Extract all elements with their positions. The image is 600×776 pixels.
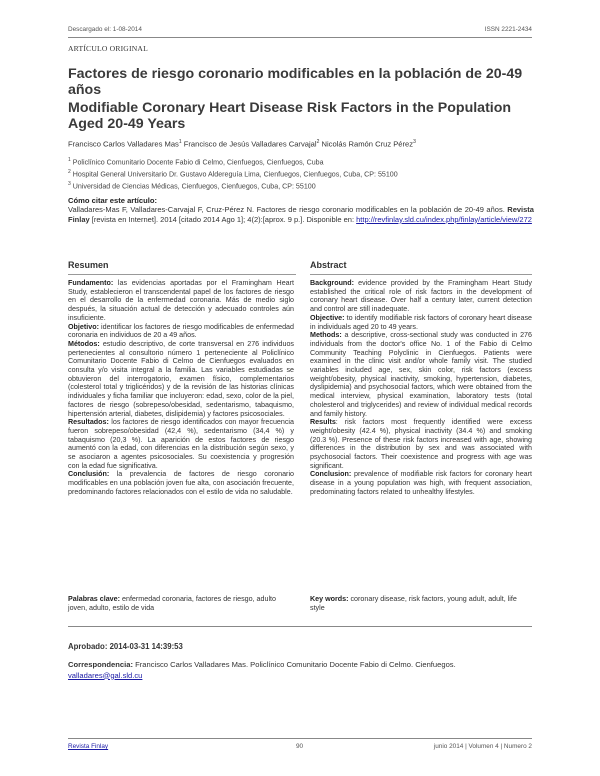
paragraph-label: Methods: [310,331,342,340]
paragraph-text: las evidencias aportadas por el Framingham Heart Study, establecieron el transcendental papel de los factores de riesgo en el desarrollo de la enfermedad coronaria. Más de medio siglo después, la situación actual de detección y adecuado controles aún insuficiente. [68,279,294,322]
abstract-paragraph [310,314,532,331]
abstract-keywords-text: coronary disease, risk factors, young adult, adult, life style [310,595,517,612]
abstract-body [310,279,532,497]
paragraph-label: Objetivo: [68,322,99,331]
issn: ISSN 2221-2434 [484,26,532,33]
author-affiliation-mark: 2 [316,139,320,145]
correspondence-email-link[interactable]: valladares@gal.sld.cu [68,670,143,680]
author-name: Nicolás Ramón Cruz Pérez [321,139,414,149]
affiliation-list [68,156,538,191]
citation-body: Valladares-Mas F, Valladares-Carvajal F, Cruz-Pérez N. Factores de riesgo coronario modificables en la población de 20-49 años. [68,205,505,214]
affiliation-line [68,156,538,168]
abstract-paragraph [310,279,532,314]
abstract-paragraph [310,331,532,418]
citation-heading: Cómo citar este artículo: [68,196,158,205]
paragraph-label: Conclusion: [310,470,352,479]
header-rule [68,37,532,38]
paragraph-text: to identify modifiable risk factors of coronary heart disease in individuals aged 20 to 49 years. [310,313,532,331]
paragraph-label: Results [310,418,336,427]
affiliation-text: Hospital General Universitario Dr. Gustavo Aldereguía Lima, Cienfuegos, Cienfuegos, Cuba, CP: 55100 [70,170,398,179]
correspondence-label: Correspondencia: [68,660,133,669]
paragraph-label: Métodos: [68,339,100,348]
paragraph-label: Objective: [310,313,345,322]
affiliation-mark: 3 [68,180,71,187]
title-spanish: Factores de riesgo coronario modificables en la población de 20-49 años [68,66,523,98]
abstract-keywords [310,595,532,612]
resumen-heading: Resumen [68,260,109,270]
affiliation-mark: 2 [68,168,71,175]
affiliation-line [68,180,538,192]
abstract-heading: Abstract [310,260,347,270]
abstract-paragraph [68,418,294,470]
resumen-rule [68,274,296,275]
paragraph-text: estudio descriptivo, de corte transversal en 276 individuos pertenecientes al consultorio número 1 perteneciente al Policlínico Comunitario Docente Fabio di Celmo de Cienfuegos evaluados en consulta y/o visita integral a la familia. Las variables estudiadas se obtuvieron del interrogatorio, examen físico, complementarios (colesterol total y triglicéridos) y de la revisión de las historias clínicas individuales y ficha familiar que incluyeron: edad, sexo, color de la piel, factores de riesgo (sobrepeso/obesidad, sedentarismo, tabaquismo, hipertensión arterial, diabetes, dislipidemia) y factores psicosociales. [68,339,294,418]
approved-rule [68,626,532,627]
author-name: Francisco Carlos Valladares Mas [68,139,179,149]
paragraph-label: Conclusión: [68,470,110,479]
download-date: Descargado el: 1-08-2014 [68,26,142,33]
author-affiliation-mark: 3 [413,139,416,145]
citation-text [68,205,534,225]
resumen-keywords-text: enfermedad coronaria, factores de riesgo, adulto joven, adulto, estilo de vida [68,595,277,612]
resumen-keywords-label: Palabras clave: [68,595,121,603]
abstract-rule [310,274,532,275]
paragraph-text: los factores de riesgo identificados con mayor frecuencia fueron sobrepeso/obesidad (42,4 %), sedentarismo (34,4 %) y tabaquismo (20,3 %). La aparición de estos factores de riesgo aumentó con la edad, con diferencias en la distribución según sexo, y se asociaron a agentes psicosociales. Su coexistencia y progresión con la edad fue significativa. [68,418,294,470]
correspondence [68,660,534,681]
approved-date: Aprobado: 2014-03-31 14:39:53 [68,642,183,651]
citation-journal: Revista Finlay [68,205,534,224]
article-type: ARTÍCULO ORIGINAL [68,44,148,53]
abstract-paragraph [310,470,532,496]
author-list [68,137,538,150]
paragraph-text: : risk factors most frequently identified were excess weight/obesity (42.4 %), physical inactivity (34.4 %) and smoking (20.3 %). Presence of these risk factors increased with age, showing differences in the distribution by sex and was associated with psychosocial factors. Their coexistence and progress with age was significant. [310,418,532,470]
affiliation-mark: 1 [68,157,71,163]
resumen-body [68,279,294,497]
author-name: Francisco de Jesús Valladares Carvajal [183,139,317,149]
title-english: Modifiable Coronary Heart Disease Risk Factors in the Population Aged 20-49 Years [68,100,512,132]
footer-rule [68,738,532,739]
paragraph-text: prevalence of modifiable risk factors for coronary heart disease in a young population was high, with frequent association, predominating factors related to unhealthy lifestyles. [310,470,532,496]
abstract-keywords-label: Key words: [310,595,349,603]
affiliation-text: Policlínico Comunitario Docente Fabio di Celmo, Cienfuegos, Cienfuegos, Cuba [70,158,324,167]
resumen-keywords [68,595,294,612]
paragraph-text: evidence provided by the Framingham Heart Study established the critical role of risk factors in the development of coronary heart disease. Over half a century later, current detection and control are still inadequate. [310,279,532,314]
page-number: 90 [296,743,304,750]
affiliation-text: Universidad de Ciencias Médicas, Cienfuegos, Cienfuegos, Cuba, CP: 55100 [70,181,316,190]
paragraph-label: Fundamento: [68,279,114,287]
correspondence-text: Francisco Carlos Valladares Mas. Policlínico Comunitario Docente Fabio di Celmo. Cienfuegos. [132,660,456,669]
paragraph-text: a descriptive, cross-sectional study was conducted in 276 individuals from the doctor's office No. 1 of the Fabio di Celmo Community Teaching Polyclinic in Cienfuegos. Patients were examined in the clinic visit and/or whole family visit. The studied variables included age, sex, skin color, risk factors (excess weight/obesity, physical inactivity, smoking, hypertension, diabetes, dyslipidemia) and psychosocial factors, which were obtained from the medical interview, physical examination, laboratory tests (total cholesterol and triglycerides) and review of individual medical records and family history. [310,331,532,418]
paragraph-label: Resultados: [68,418,109,427]
abstract-paragraph [68,323,294,340]
issue-info: junio 2014 | Volumen 4 | Numero 2 [433,743,532,750]
affiliation-line [68,168,538,180]
abstract-paragraph [68,340,294,418]
paragraph-text: identificar los factores de riesgo modificables de enfermedad coronaria en individuos de 20 a 49 años. [68,322,294,340]
citation-tail: [revista en Internet]. 2014 [citado 2014 Ago 1]; 4(2):[aprox. 9 p.]. Disponible en: [91,214,355,224]
abstract-paragraph [310,418,532,470]
paragraph-label: Background: [310,279,355,287]
footer-journal-link[interactable]: Revista Finlay [68,743,109,750]
paragraph-text: la prevalencia de factores de riesgo coronario modificables en una población joven fue alta, con asociación frecuente, predominando factores relacionados con el estilo de vida no saludable. [68,470,294,496]
author-affiliation-mark: 1 [178,139,182,145]
abstract-paragraph [68,470,294,496]
abstract-paragraph [68,279,294,323]
citation-url-link[interactable]: http://revfinlay.sld.cu/index.php/finlay/article/view/272 [356,214,532,224]
footer-journal [68,743,108,750]
